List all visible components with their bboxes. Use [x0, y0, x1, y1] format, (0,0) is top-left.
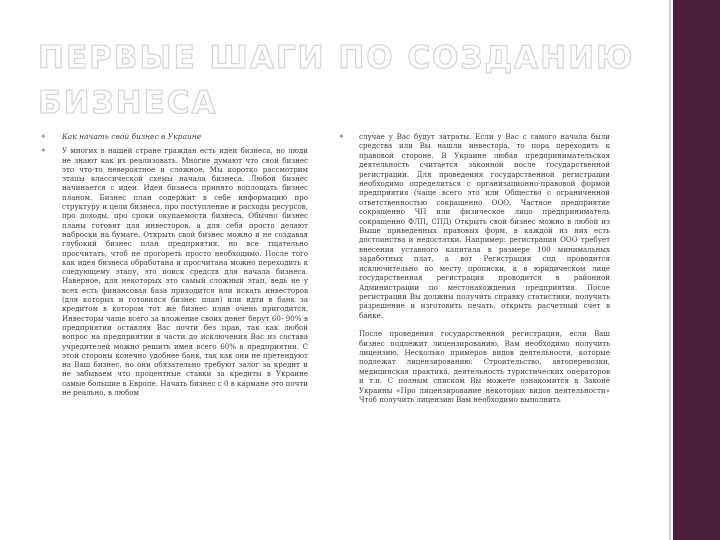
right-text-block	[338, 132, 610, 404]
bullet-marker-icon: ✦	[40, 146, 47, 156]
slide-title: ПЕРВЫЕ ШАГИ ПО СОЗДАНИЮ БИЗНЕСА	[38, 40, 635, 121]
bullet-marker-icon: ✦	[40, 132, 47, 141]
bullet-item-body	[40, 146, 308, 397]
bullet-item-subtitle	[40, 132, 308, 141]
subtitle-text: Как начать свой бизнес в Украине	[62, 132, 202, 141]
left-column	[40, 132, 308, 397]
body-text-right-2: После проведения государственной регистрации, если Ваш бизнес подлежит лицензированию, Вам необходимо получить лицензию. Несколько примеров видов деятельности, которые подлежат лицензированию: Строительство, автоперевозки, медицинская практика, деятельность туристических операторов и т.п. С полным списком Вы можете ознакомится в Законе Украины «Про лицензирование некоторых видов деятельности» Чтоб получить лицензию Вам необходимо выполнить	[359, 329, 610, 404]
right-column	[338, 132, 610, 404]
side-divider-line	[669, 0, 671, 540]
bullet-marker-icon: ✦	[338, 132, 345, 141]
side-accent-bar	[673, 0, 720, 540]
body-text-right-1: случае у Вас будут затраты. Если у Вас с самого начала были средства или Вы нашли инвестора, то пора переходить к правовой стороне. В Украине любая предпринимательская деятельность считается законной после государственной регистрации. Для проведения государственной регистрации необходимо определиться с организационно-правовой формой предприятия (чаще всего это или Общество с ограниченной ответственностью сокращенно ООО, Частное предприятие сокращенно ЧП или физическое лицо предприниматель сокращенно ФЛП, СПД) Открыть свой бизнес можно в любой из Выше приведенных правовых форм, в каждой из них есть достоинства и недостатки. Например: регистрация ООО требует внесения уставного капитала в размере 100 минимальных заработных плат, а вот Регистрация спд проводится исключительно по месту прописки, а в юридическом лице государственная регистрация проводится в районной Администрации по местонахождения предприятия. После регистрации Вы должны получить справку статистики, получить разрешение и изготовить печать, открыть расчетный счет в банке.	[359, 132, 610, 320]
body-text-left: У многих в нашей стране граждан есть идеи бизнеса, но люди не знают как их реализовать. Многие думают что свой бизнес это что-то невероятное и сложное. Мы коротко рассмотрим этапы классической схемы начала бизнеса. Любой бизнес начинается с идеи. Идея бизнеса принято воплощать бизнес планом. Бизнес план содержит в себе информацию про структуру и цели бизнеса, про поступление и расходы ресурсов, про доходы, про сроки окупаемости бизнеса. Обычно бизнес планы готовят для инвесторов, а для себя просто делают наброски на бумаге. Открыть свой бизнес можно и не создавая глубокий бизнес план предприятия, но все тщательно просчитать, чтоб не прогореть просто необходимо. После того как идея бизнеса обработана и просчитана можно переходить к следующему этапу, это поиск средств для начала бизнеса. Наверное, для некоторых это самый сложный этап, ведь не у всех есть финансовая база приходится или искать инвесторов (для которых и готовился бизнес план) или идти в банк за кредитом в котором тот же бизнес план очень пригодится. Инвесторы чаще всего за вложение своих денег берут 60- 90% в предприятии оставляя Вас почти без прав, так как любой вопрос на предприятии в части до исключения Вас из состава учредителей можно решить имея всего 60% в предприятии. С этой стороны конечно удобнее банк, так как они не претендуют на Ваш бизнес, но они обязательно требуют залог за кредит и не забываем что процентные ставки за кредиты в Украине самые большие в Европе. Начать бизнес с 0 в кармане это почти не реально, в любом	[62, 146, 308, 398]
